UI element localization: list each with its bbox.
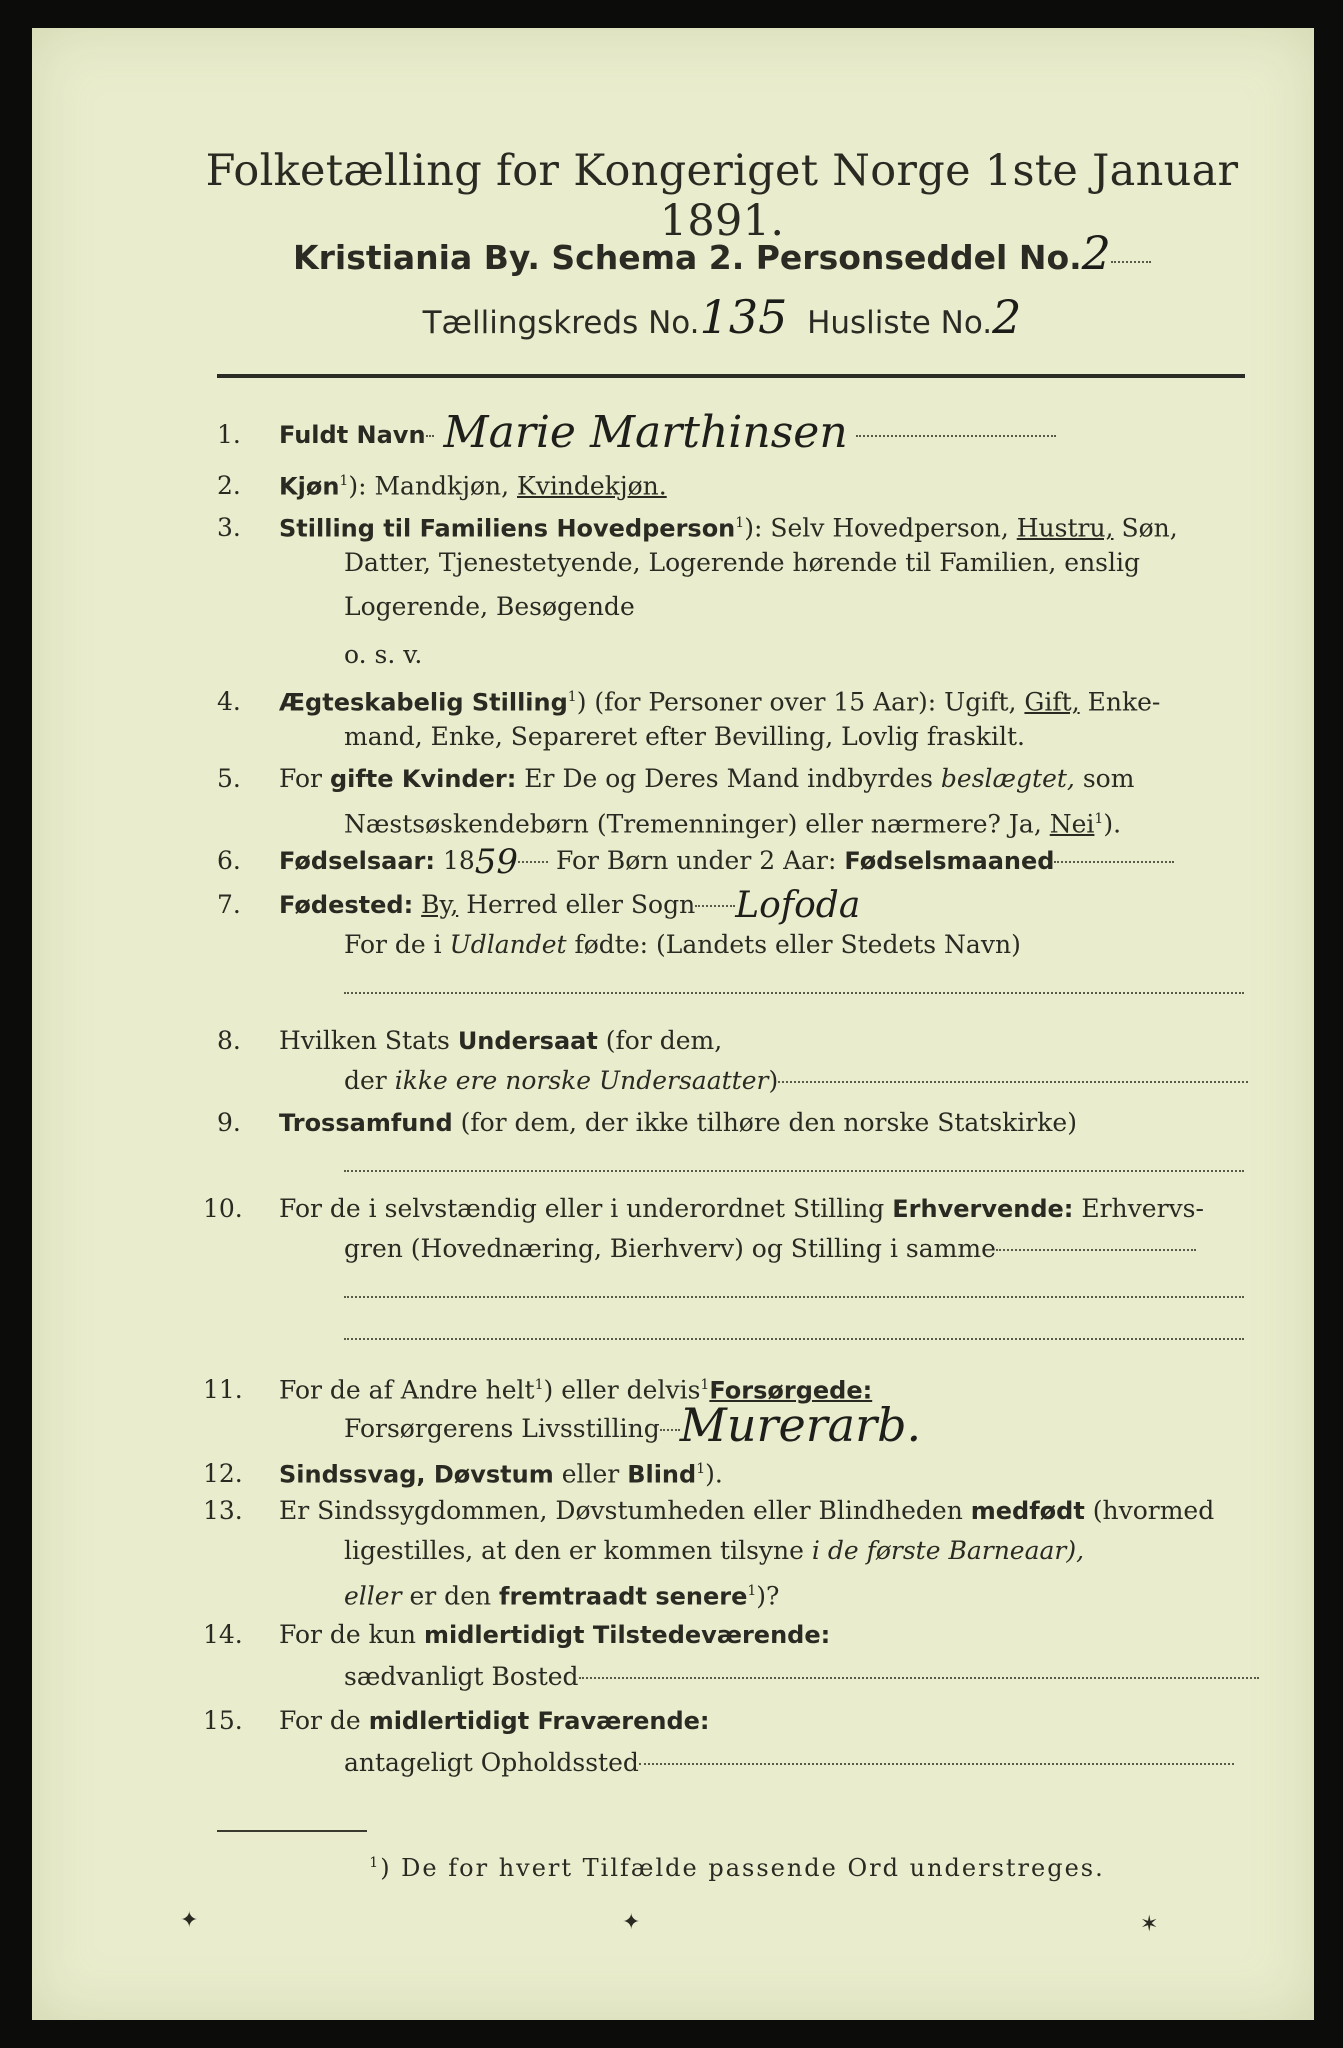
selected-option: Kvindekjøn. xyxy=(517,471,667,501)
footnote-text: ) De for hvert Tilfælde passende Ord understreges. xyxy=(380,1854,1105,1882)
field-5-line2: Næstsøskendebørn (Tremenninger) eller nærmere? Ja, Nei$^1$). xyxy=(344,809,1122,839)
footnote-mark: 1 xyxy=(1094,811,1104,827)
subtitle-prefix: Kristiania By. Schema 2. Personseddel No. xyxy=(293,238,1082,277)
dotted-line xyxy=(344,992,1244,994)
field-text: ): Mandkjøn, xyxy=(348,471,518,501)
field-text: gren (Hovednæring, Bierhverv) og Stilling i samme xyxy=(344,1234,996,1263)
field-7-birthplace xyxy=(217,885,1257,926)
field-text: For de kun xyxy=(279,1620,424,1649)
field-text: sædvanligt Bosted xyxy=(344,1662,579,1691)
field-text: Hvilken Stats xyxy=(279,1026,458,1055)
field-text: ikke ere norske Undersaatter xyxy=(394,1066,769,1095)
field-text: Forsørgerens Livsstilling xyxy=(344,1414,660,1443)
field-text: Er De og Deres Mand indbyrdes xyxy=(516,764,941,793)
dotted-line xyxy=(344,1170,1244,1172)
field-number: 2. xyxy=(217,471,241,501)
field-label: Ægteskabelig Stilling xyxy=(279,688,568,717)
provider-occupation-value: Murerarb. xyxy=(679,1398,922,1452)
field-text: ): Selv Hovedperson, xyxy=(744,513,1017,543)
dotted-line xyxy=(344,1296,1244,1298)
selected-option: Nei xyxy=(1049,809,1095,839)
selected-option: Gift, xyxy=(1024,687,1080,717)
field-number: 3. xyxy=(217,513,241,543)
field-text: som xyxy=(1074,764,1135,793)
field-number: 11. xyxy=(203,1375,243,1405)
field-text: (for dem, xyxy=(597,1026,723,1055)
field-number: 7. xyxy=(217,890,241,919)
field-text: For de af Andre helt xyxy=(279,1375,535,1405)
field-text: 18 xyxy=(435,846,475,875)
field-10-line2 xyxy=(344,1232,1196,1266)
field-number: 5. xyxy=(217,764,241,793)
footnote-mark: 1 xyxy=(567,689,577,705)
field-14-temporary-present xyxy=(203,1618,1257,1652)
field-label: Undersaat xyxy=(457,1027,598,1055)
field-8-citizenship xyxy=(217,1024,1257,1058)
field-number: 4. xyxy=(217,687,241,717)
census-form-page xyxy=(32,28,1314,2020)
field-text: For de i xyxy=(344,930,450,959)
field-label: medfødt xyxy=(970,1497,1085,1525)
field-3-line4: o. s. v. xyxy=(344,640,423,669)
field-7-line2 xyxy=(344,928,1021,962)
field-text: fødte: (Landets eller Stedets Navn) xyxy=(566,930,1021,959)
field-label: Blind xyxy=(627,1460,697,1489)
field-number: 14. xyxy=(203,1620,243,1649)
registration-mark-icon: ✦ xyxy=(622,1910,641,1935)
footnote-mark: 1 xyxy=(534,1377,544,1393)
registration-mark-icon: ✦ xyxy=(180,1908,199,1933)
field-15-temporary-absent xyxy=(203,1704,1257,1738)
field-3-line3: Logerende, Besøgende xyxy=(344,592,635,621)
field-text: For de i selvstændig eller i underordnet Stilling xyxy=(279,1194,893,1223)
field-label: fremtraadt senere xyxy=(499,1582,748,1611)
field-text: Udlandet xyxy=(449,930,567,959)
field-label: Erhvervende: xyxy=(892,1195,1074,1223)
field-text: Næstsøskendebørn (Tremenninger) eller nærmere? Ja, xyxy=(344,809,1050,839)
field-text: eller xyxy=(553,1459,628,1489)
field-text: For xyxy=(279,764,330,793)
kreds-number: 135 xyxy=(699,290,788,344)
field-9-religion xyxy=(217,1106,1257,1140)
field-label: gifte Kvinder: xyxy=(329,765,517,793)
field-text: antageligt Opholdssted xyxy=(344,1748,639,1777)
field-number: 15. xyxy=(203,1706,243,1735)
field-13-line2 xyxy=(344,1534,1084,1568)
kreds-label: Tællingskreds No. xyxy=(422,305,700,341)
field-13-congenital xyxy=(203,1494,1257,1528)
registration-mark-icon: ✶ xyxy=(1140,1912,1159,1937)
field-1-name xyxy=(217,407,1257,458)
field-text: For de xyxy=(279,1706,369,1735)
field-text: ligestilles, at den er kommen tilsyne xyxy=(344,1536,812,1565)
field-11-line2 xyxy=(344,1398,922,1452)
field-label: midlertidigt Fraværende: xyxy=(368,1707,710,1735)
dotted-line xyxy=(344,1338,1244,1340)
field-text: der xyxy=(344,1066,395,1095)
selected-option: By, xyxy=(421,890,459,919)
field-label: Kjøn xyxy=(279,472,340,501)
field-number: 9. xyxy=(217,1108,241,1137)
form-title: Folketælling for Kongeriget Norge 1ste Januar 1891. xyxy=(205,146,1239,246)
field-text: (hvormed xyxy=(1084,1496,1215,1525)
field-text: )? xyxy=(756,1581,780,1611)
field-8-line2 xyxy=(344,1064,1248,1098)
field-number: 12. xyxy=(203,1459,243,1489)
field-text: beslægtet, xyxy=(940,764,1075,793)
field-3-position xyxy=(217,506,1257,545)
field-label: Fødested: xyxy=(279,891,414,919)
field-number: 6. xyxy=(217,846,241,875)
district-line xyxy=(182,290,1262,344)
field-text: eller xyxy=(344,1581,402,1611)
field-text: i de første Barneaar), xyxy=(811,1536,1085,1565)
field-number: 13. xyxy=(203,1496,243,1525)
footnote-mark: 1 xyxy=(696,1461,706,1477)
field-label: Trossamfund xyxy=(279,1109,453,1137)
husliste-label: Husliste No. xyxy=(807,305,993,341)
footnote-mark: 1 xyxy=(735,515,745,531)
field-15-line2 xyxy=(344,1746,1234,1780)
footnote-mark: 1 xyxy=(339,473,349,489)
field-label: Sindssvag, Døvstum xyxy=(279,1460,554,1489)
field-text: Er Sindssygdommen, Døvstumheden eller Blindheden xyxy=(279,1496,971,1525)
field-text: er den xyxy=(401,1581,500,1611)
field-label: Fødselsmaaned xyxy=(844,847,1055,875)
form-subtitle xyxy=(182,226,1262,280)
field-3-line2: Datter, Tjenestetyende, Logerende hørende til Familien, enslig xyxy=(344,548,1141,577)
selected-option: Hustru, xyxy=(1016,513,1114,543)
footnote-mark: 1 xyxy=(700,1377,710,1393)
field-number: 1. xyxy=(217,420,241,449)
field-label: Forsørgede: xyxy=(709,1376,873,1405)
footnote xyxy=(217,1854,1257,1882)
field-13-line3 xyxy=(344,1574,779,1613)
field-5-married-women xyxy=(217,762,1257,796)
field-10-occupation xyxy=(203,1192,1257,1226)
field-text: ) eller delvis xyxy=(543,1375,701,1405)
field-text: Enke- xyxy=(1079,687,1161,717)
field-text: For Børn under 2 Aar: xyxy=(548,846,845,875)
personseddel-number: 2 xyxy=(1081,226,1111,280)
field-text: Herred eller Sogn xyxy=(458,890,696,919)
field-label: Fødselsaar: xyxy=(279,847,435,875)
field-14-line2 xyxy=(344,1660,1259,1694)
field-12-disability xyxy=(203,1452,1257,1491)
field-text: Søn, xyxy=(1113,513,1178,543)
header-rule xyxy=(217,374,1245,378)
husliste-number: 2 xyxy=(992,290,1022,344)
field-number: 8. xyxy=(217,1026,241,1055)
birthplace-value: Lofoda xyxy=(735,885,861,926)
field-label: midlertidigt Tilstedeværende: xyxy=(423,1621,831,1649)
field-number: 10. xyxy=(203,1194,243,1223)
field-text: ) xyxy=(768,1066,779,1095)
field-label: Stilling til Familiens Hovedperson xyxy=(279,514,736,543)
birth-year-value: 59 xyxy=(474,842,519,882)
field-label: Fuldt Navn xyxy=(279,421,426,449)
name-value: Marie Marthinsen xyxy=(443,407,848,458)
footnote-mark: 1 xyxy=(747,1583,757,1599)
field-4-marital xyxy=(217,680,1257,719)
field-text: ). xyxy=(705,1459,723,1489)
field-6-birth-year xyxy=(217,842,1257,882)
field-text: Erhvervs- xyxy=(1073,1194,1204,1223)
field-text: (for dem, der ikke tilhøre den norske Statskirke) xyxy=(452,1108,1077,1137)
field-4-line2: mand, Enke, Separeret efter Bevilling, Lovlig fraskilt. xyxy=(344,722,1025,751)
field-2-sex xyxy=(217,464,1257,503)
field-text: ) (for Personer over 15 Aar): Ugift, xyxy=(576,687,1025,717)
footnote-mark: 1 xyxy=(369,1855,381,1871)
footnote-rule xyxy=(217,1830,367,1832)
